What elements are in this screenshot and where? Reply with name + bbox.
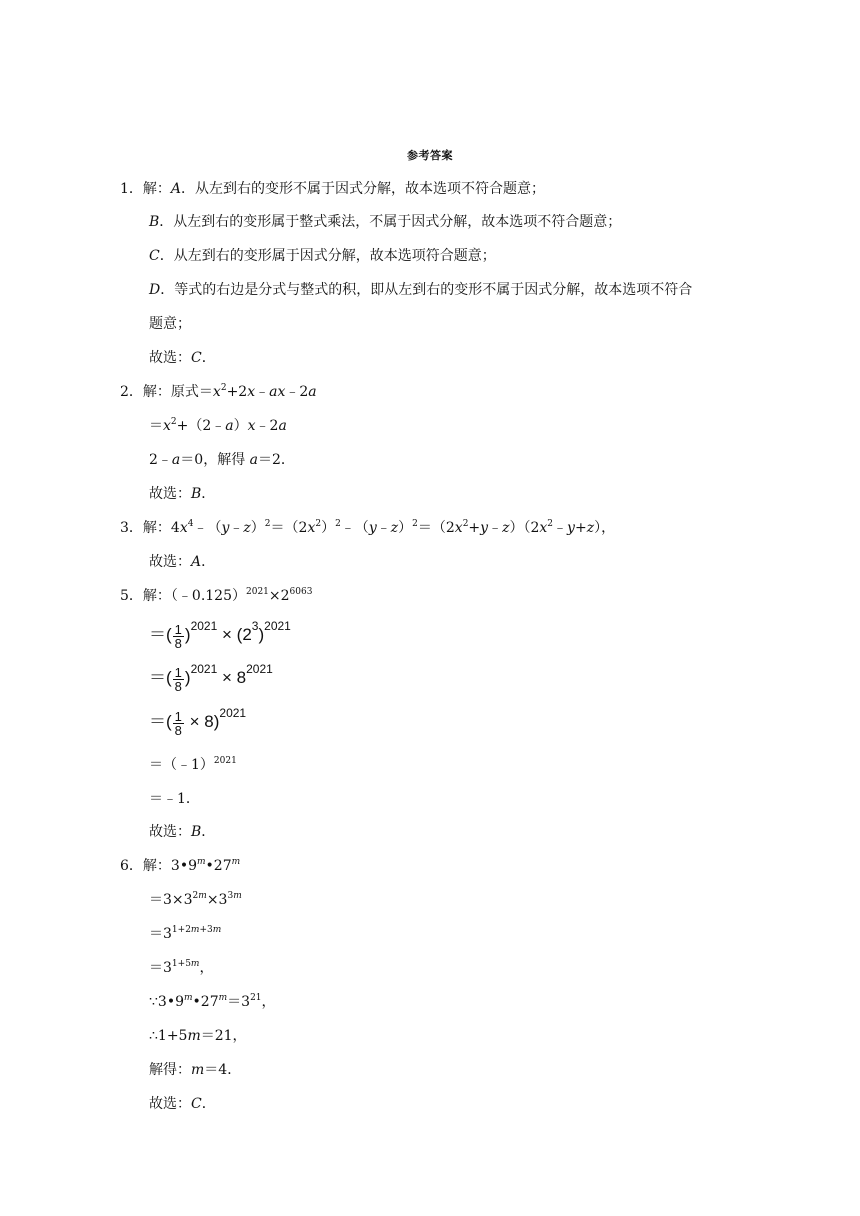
- q1-answer: 故选：C．: [149, 350, 216, 366]
- q1-line-4: D．等式的右边是分式与整式的积，即从左到右的变形不属于因式分解，故本选项不符合: [149, 282, 693, 298]
- q1-line-2: B．从左到右的变形属于整式乘法，不属于因式分解，故本选项不符合题意；: [149, 214, 622, 230]
- q5-line-5: ＝（﹣1）$^{2021}$: [149, 756, 237, 773]
- q1-line-5: 题意；: [149, 316, 191, 332]
- fraction-minus-one-eighth: $\frac{1}{8}$: [174, 621, 182, 651]
- q6-line-3: $=3^{1+2m+3m}$: [149, 925, 222, 942]
- q2-line-2: $=x^2+(2﹣a)x﹣2a$: [149, 417, 287, 434]
- q6-line-5: $\because 3•9^m•27^m=3^{21}$，: [149, 993, 276, 1010]
- q5-line-2: ＝( $\frac{1}{8}$ )2021 × (23)2021: [149, 619, 291, 651]
- q6-line-6: ∴1+5m＝21，: [149, 1028, 247, 1044]
- q6-line-1: 6．解：3•9$^m$•27$^m$: [120, 857, 241, 874]
- q1-line-1: 1．解：A．从左到右的变形不属于因式分解，故本选项不符合题意；: [120, 181, 546, 197]
- q5-line-1: 5．解：$(﹣0.125)^{2021}\times 2^{6063}$: [120, 587, 313, 604]
- q6-line-7: 解得：m＝4．: [149, 1062, 242, 1078]
- q5-line-3: ＝( $\frac{1}{8}$ )2021 × 82021: [149, 662, 273, 694]
- page-title: 参考答案: [407, 149, 453, 162]
- fraction-minus-one-eighth: $\frac{1}{8}$: [174, 708, 182, 738]
- q6-answer: 故选：C．: [149, 1096, 216, 1112]
- q2-line-1: 2．解：原式$=x^2+2x﹣ax﹣2a$: [120, 383, 317, 400]
- q2-answer: 故选：B．: [149, 486, 216, 502]
- q5-answer: 故选：B．: [149, 824, 216, 840]
- q6-line-4: $=3^{1+5m}$，: [149, 959, 214, 976]
- fraction-minus-one-eighth: $\frac{1}{8}$: [174, 664, 182, 694]
- q3-answer: 故选：A．: [149, 554, 216, 570]
- q1-line-3: C．从左到右的变形属于因式分解，故本选项符合题意；: [149, 248, 496, 264]
- q5-line-6: ＝﹣1．: [149, 791, 200, 807]
- q3-line-1: 3．解：$4x^4﹣(y﹣z)^2=(2x^2)^2﹣(y﹣z)^2=(2x^2+y﹣z)(2x^2﹣y+z)$，: [120, 519, 616, 536]
- q2-line-3: 2﹣a＝0，解得 a＝2．: [149, 452, 295, 468]
- q5-line-4: ＝( $\frac{1}{8}$ × 8)2021: [149, 706, 247, 738]
- q6-line-2: $=3\times 3^{2m}\times 3^{3m}$: [149, 891, 242, 908]
